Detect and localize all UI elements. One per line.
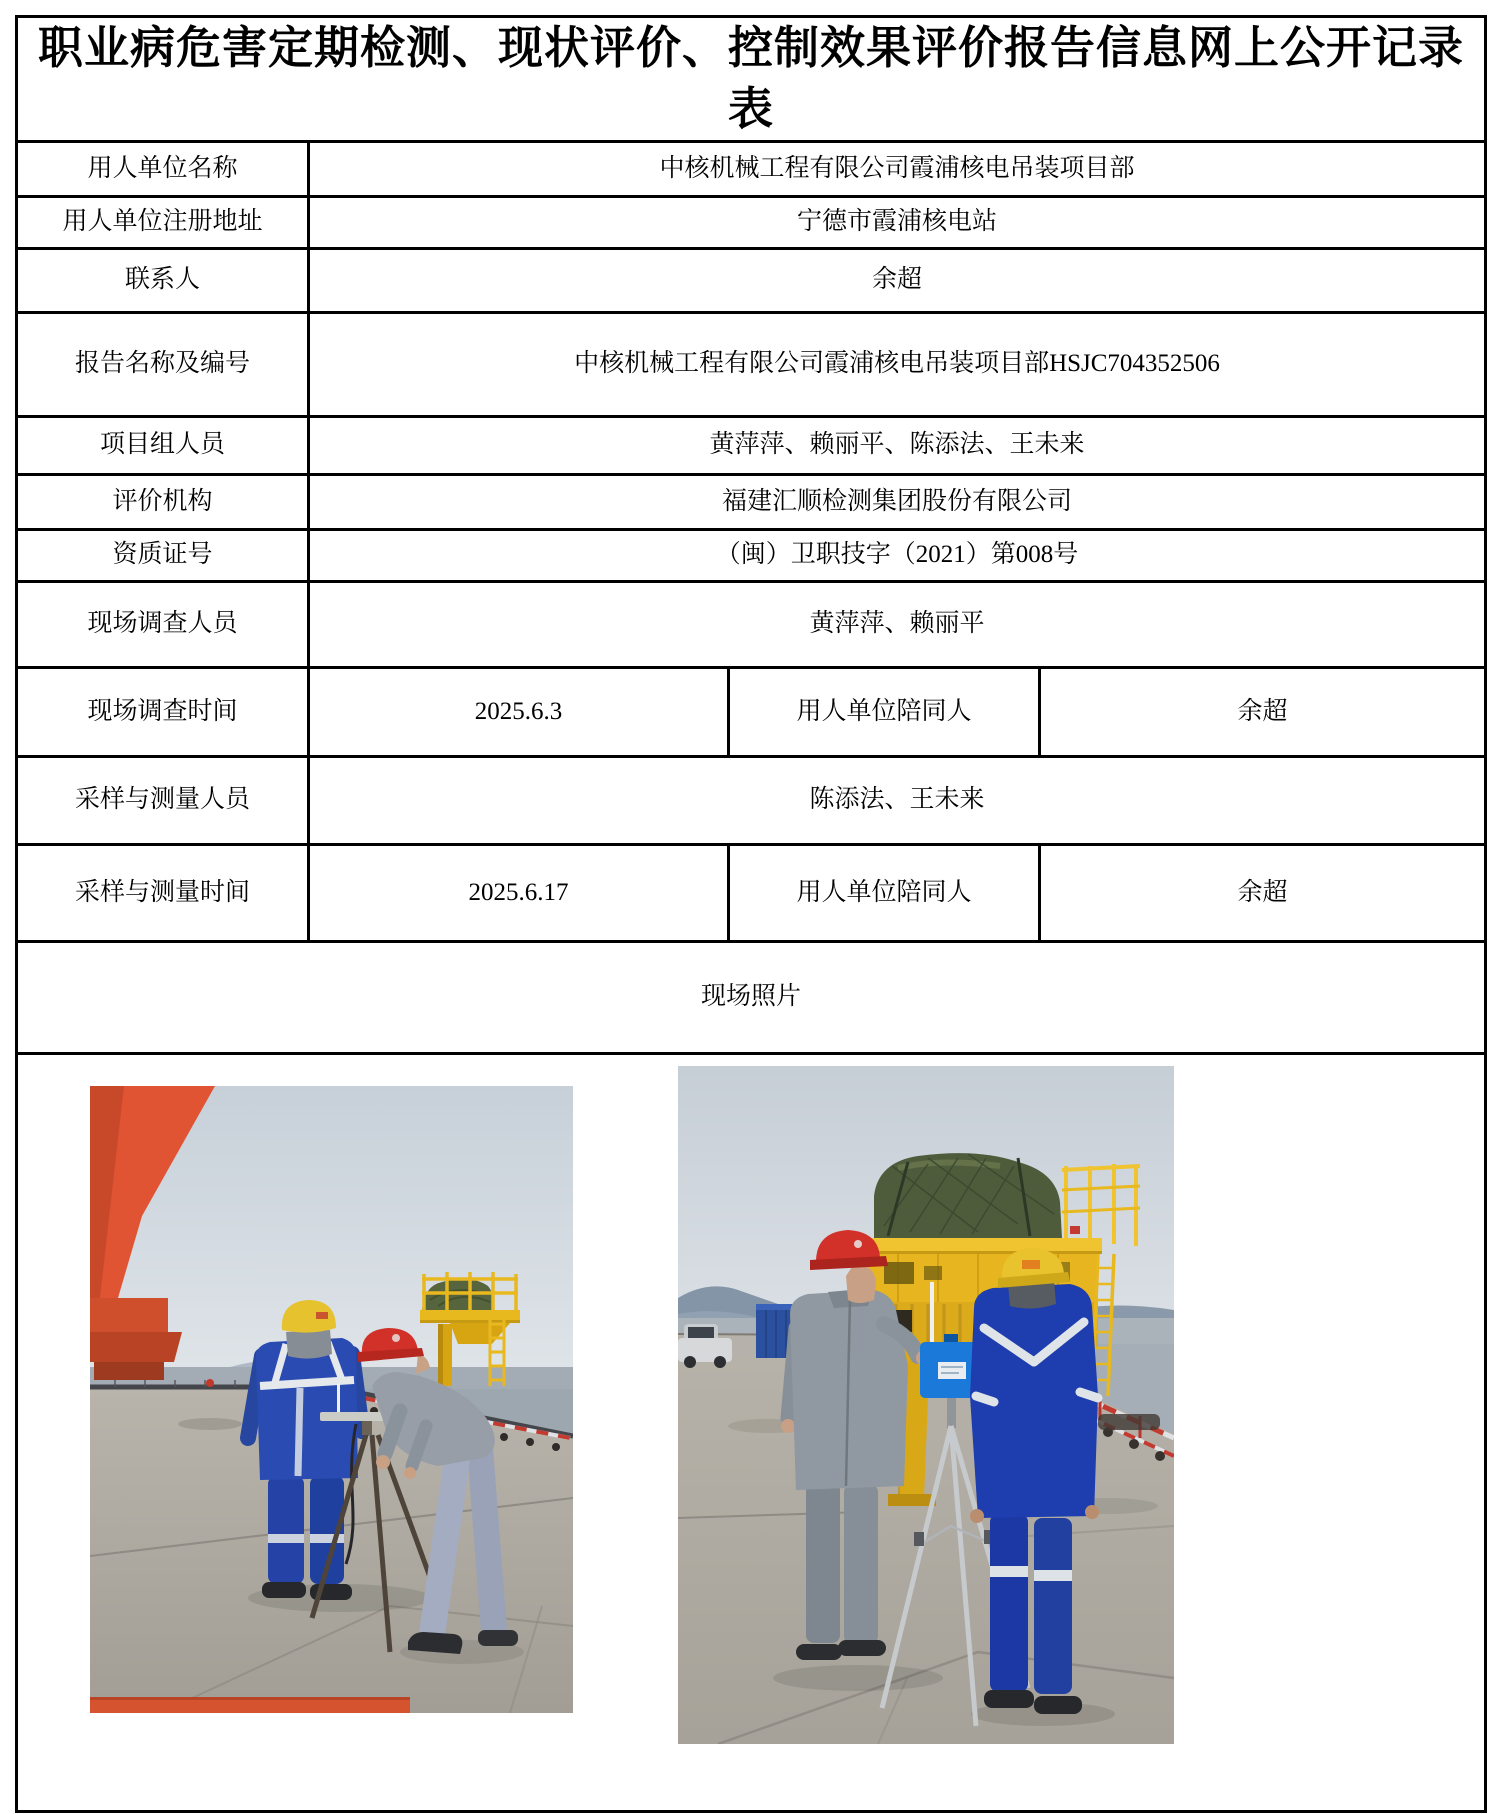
row-value-qualification-number: （闽）卫职技字（2021）第008号	[309, 529, 1486, 581]
row-label-qualification-number: 资质证号	[17, 529, 309, 581]
site-photo-sampling	[678, 1066, 1174, 1744]
table-row-photos-header	[17, 941, 1486, 1053]
row-value-employer-companion-2: 余超	[1040, 844, 1486, 941]
title-row	[17, 17, 1486, 142]
site-photo-noise-measurement	[90, 1086, 573, 1713]
shoe	[478, 1630, 518, 1646]
row-value-report-name-number: 中核机械工程有限公司霞浦核电吊装项目部HSJC704352506	[309, 312, 1486, 416]
photos-section-label: 现场照片	[17, 941, 1486, 1053]
table-row-sampling-time	[17, 844, 1486, 941]
row-value-employer-name: 中核机械工程有限公司霞浦核电吊装项目部	[309, 141, 1486, 196]
table-row	[17, 416, 1486, 474]
row-label-evaluation-agency: 评价机构	[17, 474, 309, 529]
row-label-contact-person: 联系人	[17, 248, 309, 312]
row-label-site-survey-personnel: 现场调查人员	[17, 581, 309, 667]
row-value-project-team: 黄萍萍、赖丽平、陈添法、王未来	[309, 416, 1486, 474]
row-value-site-survey-personnel: 黄萍萍、赖丽平	[309, 581, 1486, 667]
table-row	[17, 196, 1486, 248]
table-row	[17, 581, 1486, 667]
table-row	[17, 756, 1486, 844]
row-label-employer-companion-1: 用人单位陪同人	[729, 667, 1040, 756]
row-label-project-team: 项目组人员	[17, 416, 309, 474]
row-value-sampling-personnel: 陈添法、王未来	[309, 756, 1486, 844]
table-row	[17, 474, 1486, 529]
table-row	[17, 312, 1486, 416]
row-label-sampling-time: 采样与测量时间	[17, 844, 309, 941]
table-row	[17, 248, 1486, 312]
shoe	[984, 1690, 1034, 1708]
shoe	[796, 1644, 842, 1660]
row-value-evaluation-agency: 福建汇顺检测集团股份有限公司	[309, 474, 1486, 529]
row-value-contact-person: 余超	[309, 248, 1486, 312]
shoe	[838, 1640, 886, 1656]
balaclava-hood	[286, 1330, 332, 1359]
row-label-registered-address: 用人单位注册地址	[17, 196, 309, 248]
row-value-employer-companion-1: 余超	[1040, 667, 1486, 756]
page-title: 职业病危害定期检测、现状评价、控制效果评价报告信息网上公开记录表	[17, 17, 1486, 142]
shoe	[1034, 1696, 1082, 1714]
record-table	[15, 15, 1487, 1813]
row-value-site-survey-time: 2025.6.3	[309, 667, 729, 756]
shadow	[773, 1665, 943, 1691]
sensor-rod	[930, 1282, 934, 1344]
row-label-employer-companion-2: 用人单位陪同人	[729, 844, 1040, 941]
photos-cell	[17, 1053, 1486, 1811]
orange-curb-strip	[90, 1699, 410, 1713]
row-value-registered-address: 宁德市霞浦核电站	[309, 196, 1486, 248]
table-row-survey-time	[17, 667, 1486, 756]
table-row	[17, 141, 1486, 196]
hand	[1085, 1505, 1099, 1519]
photos-area	[28, 1056, 1474, 1808]
row-value-sampling-time: 2025.6.17	[309, 844, 729, 941]
row-label-employer-name: 用人单位名称	[17, 141, 309, 196]
row-label-site-survey-time: 现场调查时间	[17, 667, 309, 756]
row-label-sampling-personnel: 采样与测量人员	[17, 756, 309, 844]
table-row-photos	[17, 1053, 1486, 1811]
row-label-report-name-number: 报告名称及编号	[17, 312, 309, 416]
table-row	[17, 529, 1486, 581]
hand	[970, 1509, 984, 1523]
